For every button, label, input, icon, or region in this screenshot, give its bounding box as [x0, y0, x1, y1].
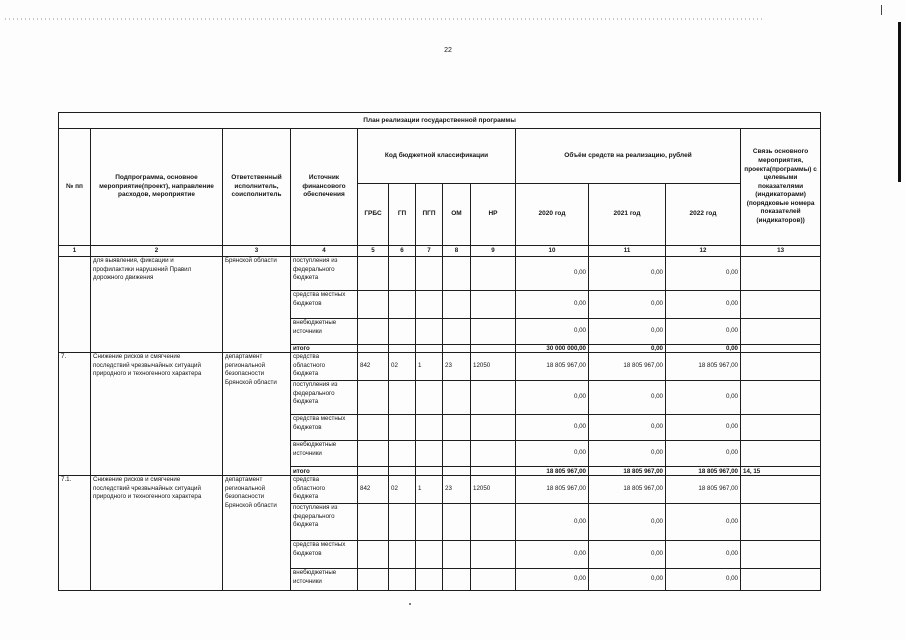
- indicator-link-cell: [741, 381, 821, 415]
- grbs-code-cell: [358, 415, 389, 441]
- item-number-cell: [59, 257, 91, 353]
- amount-2022-cell: 0,00: [666, 291, 741, 319]
- item-number-cell: 7.1.: [59, 476, 91, 591]
- grbs-code-cell: 842: [358, 353, 389, 381]
- funding-source-cell: внебюджетные источники: [291, 441, 358, 467]
- item-number-cell: 7.: [59, 353, 91, 476]
- nr-code-cell: 12050: [471, 476, 516, 504]
- grbs-code-cell: [358, 441, 389, 467]
- gp-code-cell: [389, 291, 416, 319]
- funding-source-cell: средства областного бюджета: [291, 476, 358, 504]
- nr-code-cell: [471, 441, 516, 467]
- amount-2021-cell: 0,00: [589, 319, 666, 345]
- funding-source-cell: поступления из федерального бюджета: [291, 257, 358, 291]
- funding-source-cell: итого: [291, 345, 358, 353]
- column-number: 3: [223, 246, 291, 257]
- amount-2022-cell: 18 805 967,00: [666, 476, 741, 504]
- gp-code-cell: [389, 381, 416, 415]
- column-number: 9: [471, 246, 516, 257]
- indicator-link-cell: [741, 441, 821, 467]
- header-indicator-link: Связь основного мероприятия, проекта(программы) с целевыми показателями (индикаторами) (порядковые номера показателей (индикаторов)): [741, 129, 821, 246]
- grbs-code-cell: [358, 467, 389, 476]
- amount-2021-cell: 0,00: [589, 541, 666, 569]
- amount-2022-cell: 0,00: [666, 319, 741, 345]
- pgp-code-cell: [416, 504, 443, 541]
- om-code-cell: 23: [443, 353, 471, 381]
- scan-speck: [409, 603, 411, 605]
- column-number: 10: [516, 246, 589, 257]
- amount-2020-cell: 0,00: [516, 291, 589, 319]
- pgp-code-cell: [416, 569, 443, 591]
- funding-source-cell: средства местных бюджетов: [291, 415, 358, 441]
- nr-code-cell: [471, 569, 516, 591]
- amount-2020-cell: 0,00: [516, 441, 589, 467]
- column-number: 1: [59, 246, 91, 257]
- implementation-plan-table: [58, 112, 821, 591]
- gp-code-cell: [389, 541, 416, 569]
- amount-2021-cell: 0,00: [589, 415, 666, 441]
- header-funding-source: Источник финансового обеспечения: [291, 129, 358, 246]
- amount-2022-cell: 0,00: [666, 381, 741, 415]
- amount-2020-cell: 30 000 000,00: [516, 345, 589, 353]
- om-code-cell: [443, 504, 471, 541]
- program-cell: Снижение рисков и смягчение последствий чрезвычайных ситуаций природного и техногенного характера: [91, 476, 223, 591]
- program-cell: Снижение рисков и смягчение последствий чрезвычайных ситуаций природного и техногенного характера: [91, 353, 223, 476]
- program-cell: для выявления, фиксации и профилактики нарушений Правил дорожного движения: [91, 257, 223, 353]
- amount-2021-cell: 0,00: [589, 257, 666, 291]
- amount-2020-cell: 0,00: [516, 257, 589, 291]
- amount-2020-cell: 18 805 967,00: [516, 476, 589, 504]
- header-year-2022: 2022 год: [666, 184, 741, 246]
- grbs-code-cell: [358, 345, 389, 353]
- amount-2022-cell: 0,00: [666, 441, 741, 467]
- executor-cell: департамент региональной безопасности Брянской области: [223, 476, 291, 591]
- grbs-code-cell: 842: [358, 476, 389, 504]
- nr-code-cell: [471, 541, 516, 569]
- indicator-link-cell: 14, 15: [741, 467, 821, 476]
- executor-cell: Брянской области: [223, 257, 291, 353]
- column-number: 5: [358, 246, 389, 257]
- amount-2020-cell: 0,00: [516, 415, 589, 441]
- om-code-cell: [443, 319, 471, 345]
- nr-code-cell: [471, 345, 516, 353]
- amount-2022-cell: 0,00: [666, 504, 741, 541]
- indicator-link-cell: [741, 257, 821, 291]
- gp-code-cell: [389, 319, 416, 345]
- header-nr: НР: [471, 184, 516, 246]
- gp-code-cell: [389, 257, 416, 291]
- om-code-cell: [443, 541, 471, 569]
- pgp-code-cell: [416, 319, 443, 345]
- grbs-code-cell: [358, 291, 389, 319]
- nr-code-cell: [471, 257, 516, 291]
- title-row: [59, 113, 821, 129]
- indicator-link-cell: [741, 476, 821, 504]
- table-title: План реализации государственной программы: [59, 113, 821, 129]
- column-number: 13: [741, 246, 821, 257]
- gp-code-cell: 02: [389, 476, 416, 504]
- om-code-cell: [443, 291, 471, 319]
- column-number: 8: [443, 246, 471, 257]
- grbs-code-cell: [358, 541, 389, 569]
- amount-2020-cell: 0,00: [516, 504, 589, 541]
- funding-source-cell: внебюджетные источники: [291, 569, 358, 591]
- pgp-code-cell: [416, 381, 443, 415]
- pgp-code-cell: [416, 345, 443, 353]
- indicator-link-cell: [741, 541, 821, 569]
- gp-code-cell: [389, 504, 416, 541]
- amount-2022-cell: 0,00: [666, 415, 741, 441]
- header-budget-code: Код бюджетной классификации: [358, 129, 516, 184]
- amount-2021-cell: 0,00: [589, 381, 666, 415]
- header-pgp: ПГП: [416, 184, 443, 246]
- column-number-row: [59, 246, 821, 257]
- column-number: 11: [589, 246, 666, 257]
- header-amount: Объём средств на реализацию, рублей: [516, 129, 741, 184]
- indicator-link-cell: [741, 291, 821, 319]
- gp-code-cell: [389, 569, 416, 591]
- funding-source-cell: поступления из федерального бюджета: [291, 504, 358, 541]
- amount-2020-cell: 0,00: [516, 319, 589, 345]
- nr-code-cell: [471, 415, 516, 441]
- pgp-code-cell: 1: [416, 353, 443, 381]
- nr-code-cell: [471, 291, 516, 319]
- indicator-link-cell: [741, 353, 821, 381]
- funding-source-cell: средства местных бюджетов: [291, 541, 358, 569]
- grbs-code-cell: [358, 504, 389, 541]
- column-number: 2: [91, 246, 223, 257]
- om-code-cell: [443, 381, 471, 415]
- header-executor: Ответственный исполнитель, соисполнитель: [223, 129, 291, 246]
- page-number: 22: [444, 47, 452, 54]
- header-row: [59, 129, 821, 184]
- amount-2020-cell: 18 805 967,00: [516, 353, 589, 381]
- gp-code-cell: [389, 467, 416, 476]
- amount-2021-cell: 0,00: [589, 504, 666, 541]
- amount-2022-cell: 18 805 967,00: [666, 353, 741, 381]
- amount-2021-cell: 0,00: [589, 569, 666, 591]
- amount-2021-cell: 0,00: [589, 291, 666, 319]
- pgp-code-cell: [416, 415, 443, 441]
- amount-2021-cell: 18 805 967,00: [589, 467, 666, 476]
- header-program: Подпрограмма, основное мероприятие(проект), направление расходов, мероприятие: [91, 129, 223, 246]
- header-gp: ГП: [389, 184, 416, 246]
- column-number: 6: [389, 246, 416, 257]
- om-code-cell: [443, 467, 471, 476]
- amount-2022-cell: 0,00: [666, 569, 741, 591]
- nr-code-cell: [471, 467, 516, 476]
- scan-dotted-line: [5, 18, 765, 20]
- funding-source-cell: средства местных бюджетов: [291, 291, 358, 319]
- om-code-cell: [443, 345, 471, 353]
- indicator-link-cell: [741, 319, 821, 345]
- funding-source-cell: поступления из федерального бюджета: [291, 381, 358, 415]
- scan-edge-bar: [898, 22, 901, 182]
- amount-2022-cell: 18 805 967,00: [666, 467, 741, 476]
- gp-code-cell: [389, 415, 416, 441]
- header-om: ОМ: [443, 184, 471, 246]
- column-number: 12: [666, 246, 741, 257]
- amount-2021-cell: 18 805 967,00: [589, 476, 666, 504]
- nr-code-cell: [471, 319, 516, 345]
- amount-2020-cell: 18 805 967,00: [516, 467, 589, 476]
- amount-2021-cell: 0,00: [589, 441, 666, 467]
- pgp-code-cell: [416, 467, 443, 476]
- amount-2020-cell: 0,00: [516, 381, 589, 415]
- pgp-code-cell: 1: [416, 476, 443, 504]
- pgp-code-cell: [416, 291, 443, 319]
- executor-cell: департамент региональной безопасности Брянской области: [223, 353, 291, 476]
- amount-2020-cell: 0,00: [516, 541, 589, 569]
- om-code-cell: [443, 569, 471, 591]
- column-number: 7: [416, 246, 443, 257]
- indicator-link-cell: [741, 504, 821, 541]
- funding-source-cell: итого: [291, 467, 358, 476]
- gp-code-cell: 02: [389, 353, 416, 381]
- indicator-link-cell: [741, 345, 821, 353]
- indicator-link-cell: [741, 415, 821, 441]
- pgp-code-cell: [416, 257, 443, 291]
- nr-code-cell: [471, 504, 516, 541]
- om-code-cell: [443, 257, 471, 291]
- header-year-2021: 2021 год: [589, 184, 666, 246]
- amount-2022-cell: 0,00: [666, 257, 741, 291]
- header-year-2020: 2020 год: [516, 184, 589, 246]
- table-body: [59, 257, 821, 591]
- header-grbs: ГРБС: [358, 184, 389, 246]
- pgp-code-cell: [416, 441, 443, 467]
- scan-edge-tick: [881, 5, 882, 15]
- grbs-code-cell: [358, 381, 389, 415]
- om-code-cell: 23: [443, 476, 471, 504]
- pgp-code-cell: [416, 541, 443, 569]
- table-row: [59, 257, 821, 291]
- nr-code-cell: [471, 381, 516, 415]
- om-code-cell: [443, 441, 471, 467]
- grbs-code-cell: [358, 257, 389, 291]
- gp-code-cell: [389, 345, 416, 353]
- funding-source-cell: средства областного бюджета: [291, 353, 358, 381]
- amount-2022-cell: 0,00: [666, 345, 741, 353]
- column-number: 4: [291, 246, 358, 257]
- amount-2021-cell: 0,00: [589, 345, 666, 353]
- table-row: [59, 476, 821, 504]
- funding-source-cell: внебюджетные источники: [291, 319, 358, 345]
- amount-2021-cell: 18 805 967,00: [589, 353, 666, 381]
- header-item-number: № пп: [59, 129, 91, 246]
- grbs-code-cell: [358, 569, 389, 591]
- nr-code-cell: 12050: [471, 353, 516, 381]
- amount-2020-cell: 0,00: [516, 569, 589, 591]
- om-code-cell: [443, 415, 471, 441]
- amount-2022-cell: 0,00: [666, 541, 741, 569]
- table-row: [59, 353, 821, 381]
- indicator-link-cell: [741, 569, 821, 591]
- gp-code-cell: [389, 441, 416, 467]
- grbs-code-cell: [358, 319, 389, 345]
